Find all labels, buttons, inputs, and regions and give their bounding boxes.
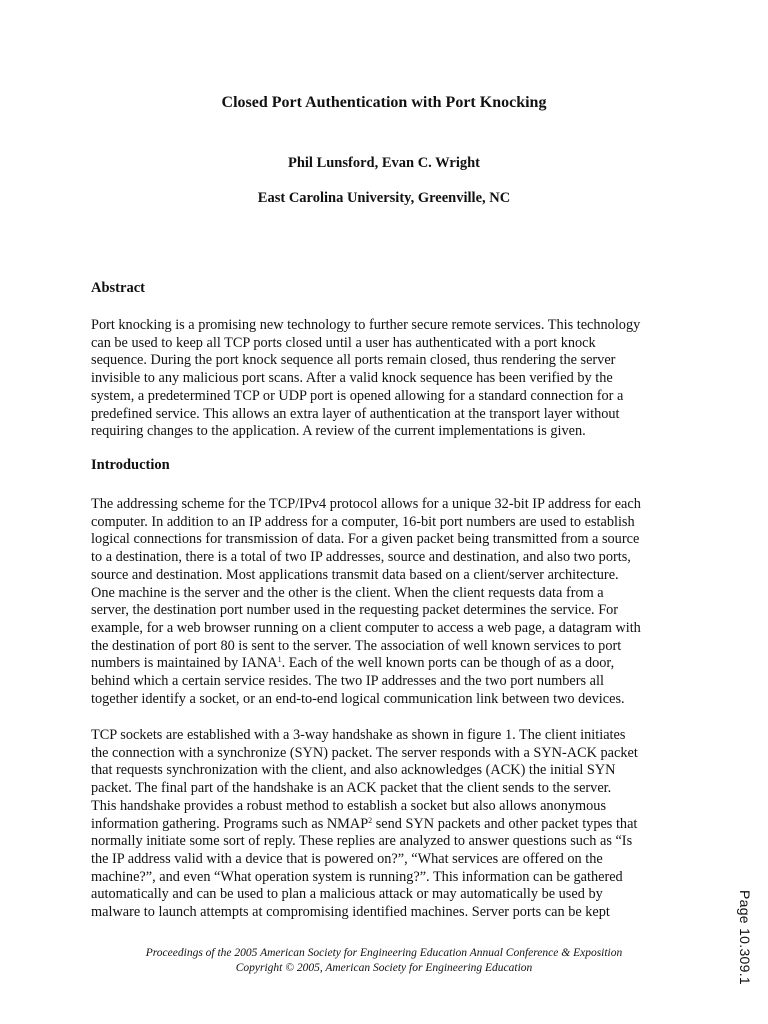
page-number: Page 10.309.1 (737, 890, 753, 985)
paper-title: Closed Port Authentication with Port Knocking (221, 94, 547, 111)
text-line: Port knocking is a promising new technology to further secure remote services. This technology (91, 317, 641, 333)
text-line: the connection with a synchronize (SYN) packet. The server responds with a SYN-ACK packet (91, 744, 638, 761)
text-line (91, 816, 691, 834)
abstract-paragraph (91, 317, 691, 441)
text-line: normally initiate some sort of reply. These replies are analyzed to answer questions such as “Is (91, 833, 633, 850)
text-line: packet. The final part of the handshake is an ACK packet that the client sends to the server. (91, 780, 612, 797)
affiliation: East Carolina University, Greenville, NC (257, 190, 511, 206)
authors: Phil Lunsford, Evan C. Wright (287, 155, 481, 171)
introduction-paragraph-1 (91, 496, 691, 708)
text-line (91, 655, 691, 673)
footer-proceedings: Proceedings of the 2005 American Society for Engineering Education Annual Conference & Exposition (145, 947, 623, 959)
page-footer (0, 946, 768, 976)
text-line: malware to launch attempts at compromising identified machines. Server ports can be kept (91, 904, 610, 921)
abstract-heading: Abstract (91, 280, 145, 296)
text-line: automatically and can be used to plan a malicious attack or may automatically be used by (91, 886, 603, 903)
text-segment: send SYN packets and other packet types that (372, 815, 638, 832)
text-line: machine?”, and even “What operation system is running?”. This information can be gathered (91, 868, 623, 885)
footnote-ref-2: 2 (368, 815, 373, 825)
text-line: One machine is the server and the other is the client. When the client requests data from a (91, 584, 604, 601)
footer-copyright: Copyright © 2005, American Society for Engineering Education (235, 962, 533, 974)
text-line: system, a predetermined TCP or UDP port is opened allowing for a standard connection for a (91, 387, 624, 404)
text-segment: . Each of the well known ports can be though of as a door, (281, 655, 615, 672)
text-line: invisible to any malicious port scans. After a valid knock sequence has been verified by the (91, 370, 613, 387)
text-line: TCP sockets are established with a 3-way handshake as shown in figure 1. The client initiates (91, 727, 626, 743)
text-line: predefined service. This allows an extra layer of authentication at the transport layer without (91, 405, 620, 422)
text-line: together identify a socket, or an end-to-end logical communication link between two devices. (91, 690, 625, 707)
text-line: the IP address valid with a device that is powered on?”, “What services are offered on the (91, 850, 603, 867)
introduction-heading: Introduction (91, 457, 170, 473)
text-line: The addressing scheme for the TCP/IPv4 protocol allows for a unique 32-bit IP address for each (91, 496, 641, 512)
text-line: behind which a certain service resides. The two IP addresses and the two port numbers all (91, 673, 604, 690)
text-line: the destination of port 80 is sent to the server. The association of well known services to port (91, 637, 622, 654)
introduction-paragraph-2 (91, 727, 691, 922)
text-line: sequence. During the port knock sequence all ports remain closed, thus rendering the server (91, 352, 616, 369)
text-line: source and destination. Most applications transmit data based on a client/server architecture. (91, 566, 619, 583)
text-segment: numbers is maintained by IANA (91, 655, 278, 672)
text-line: that requests synchronization with the client, and also acknowledges (ACK) the initial SYN (91, 762, 616, 779)
text-segment: information gathering. Programs such as NMAP (91, 815, 369, 832)
text-line: can be used to keep all TCP ports closed until a user has authenticated with a port knock (91, 334, 596, 351)
text-line: requiring changes to the application. A review of the current implementations is given. (91, 423, 586, 440)
text-line: logical connections for transmission of data. For a given packet being transmitted from a source (91, 531, 640, 548)
text-line: server, the destination port number used in the requesting packet determines the service. For (91, 602, 619, 619)
footnote-ref-1: 1 (277, 655, 282, 665)
text-line: This handshake provides a robust method to establish a socket but also allows anonymous (91, 797, 607, 814)
text-line: to a destination, there is a total of two IP addresses, source and destination, and also two ports, (91, 549, 631, 566)
text-line: example, for a web browser running on a client computer to access a web page, a datagram with (91, 619, 641, 636)
text-line: computer. In addition to an IP address for a computer, 16-bit port numbers are used to establish (91, 513, 635, 530)
